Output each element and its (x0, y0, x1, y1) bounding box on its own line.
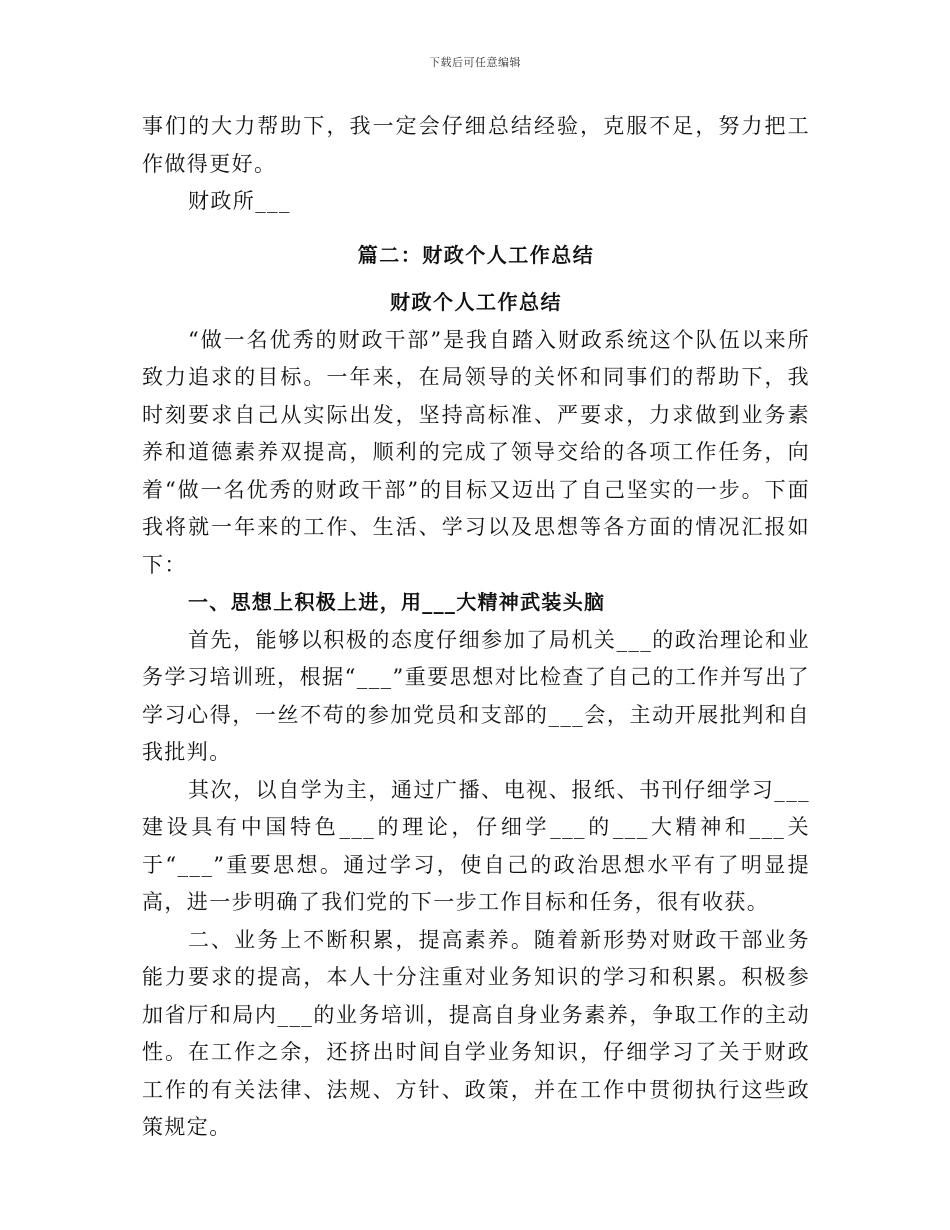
paragraph-first: 首先，能够以积极的态度仔细参加了局机关___的政治理论和业务学习培训班，根据“___”重要思想对比检查了自己的工作并写出了学习心得，一丝不苟的参加党员和支部的___会，主动开展批判和自我批判。 (142, 627, 810, 764)
document-title: 财政个人工作总结 (390, 290, 562, 314)
paragraph-second: 其次，以自学为主，通过广播、电视、报纸、书刊仔细学习___建设具有中国特色___的理论，仔细学___的___大精神和___关于“___”重要思想。通过学习，使自己的政治思想水平有了明显提高，进一步明确了我们党的下一步工作目标和任务，很有收获。 (142, 777, 810, 914)
signature-line: 财政所___ (188, 189, 291, 213)
header-note: 下载后可任意编辑 (429, 56, 521, 69)
intro-paragraph: “做一名优秀的财政干部”是我自踏入财政系统这个队伍以来所致力追求的目标。一年来，在局领导的关怀和同事们的帮助下，我时刻要求自己从实际出发，坚持高标准、严要求，力求做到业务素养和道德素养双提高，顺利的完成了领导交给的各项工作任务，向着“做一名优秀的财政干部”的目标又迈出了自己坚实的一步。下面我将就一年来的工作、生活、学习以及思想等各方面的情况汇报如下： (142, 327, 810, 577)
document-body (142, 108, 810, 1147)
paragraph-business: 二、业务上不断积累，提高素养。随着新形势对财政干部业务能力要求的提高，本人十分注重对业务知识的学习和积累。积极参加省厅和局内___的业务培训，提高自身业务素养，争取工作的主动性。在工作之余，还挤出时间自学业务知识，仔细学习了关于财政工作的有关法律、法规、方针、政策，并在工作中贯彻执行这些政策规定。 (142, 927, 810, 1139)
section-heading-ideology: 一、思想上积极上进，用___大精神武装头脑 (188, 590, 606, 614)
part-title: 篇二：财政个人工作总结 (357, 242, 595, 267)
continuation-paragraph: 事们的大力帮助下，我一定会仔细总结经验，克服不足，努力把工作做得更好。 (142, 114, 810, 176)
